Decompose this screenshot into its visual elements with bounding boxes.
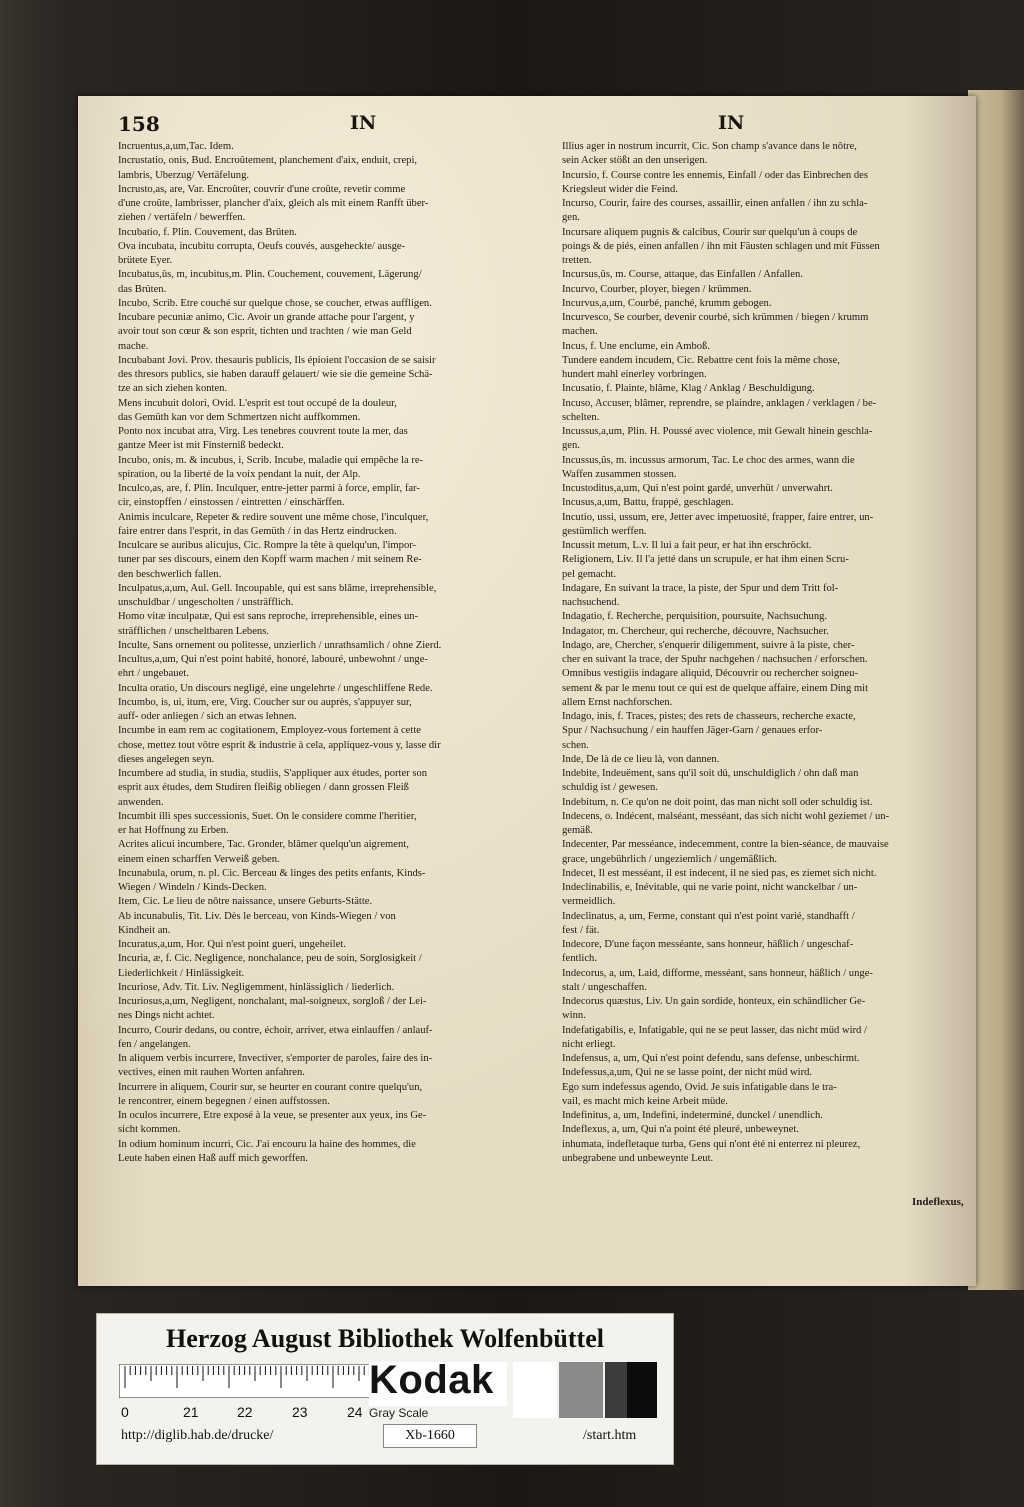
dictionary-line: Incussus,a,um, Plin. H. Poussé avec violence, mit Gewalt hinein geschla- xyxy=(562,426,873,437)
ruler-number-21: 21 xyxy=(183,1404,199,1420)
dictionary-line: Incubatus,ûs, m, incubitus,m. Plin. Couchement, couvement, Lägerung/ xyxy=(118,269,422,281)
dictionary-line: le rencontrer, einem begegnen / einen auffstossen. xyxy=(118,1095,330,1107)
dictionary-line: tretten. xyxy=(562,255,592,266)
dictionary-line: sement & par le menu tout ce qui est de quelque affaire, einem Ding mit xyxy=(562,682,869,694)
dictionary-line: Incumbit illi spes successionis, Suet. On le considere comme l'heritier, xyxy=(118,810,417,822)
left-column-header: IN xyxy=(350,112,377,134)
dictionary-line: Tundere eandem incudem, Cic. Rebattre cent fois la même chose, xyxy=(562,354,840,366)
dictionary-line: Incruentus,a,um,Tac. Idem. xyxy=(118,141,234,152)
dictionary-line: des thresors publics, sie haben darauff gelauert/ wie sie die gemeine Schä- xyxy=(118,369,433,380)
dictionary-line: Indecens, o. Indécent, malséant, messéant, das sich nicht wohl geziemet / un- xyxy=(562,810,890,822)
dictionary-line: Incubabant Jovi. Prov. thesauris publicis, Ils épioient l'occasion de se saisir xyxy=(118,354,436,366)
gray-scale-label: Gray Scale xyxy=(369,1406,429,1420)
dictionary-line: Incusus,a,um, Battu, frappé, geschlagen. xyxy=(562,497,734,509)
dictionary-line: Ponto nox incubat atra, Virg. Les tenebres couvrent toute la mer, das xyxy=(118,426,408,437)
dictionary-line: Item, Cic. Le lieu de nôtre naissance, unsere Geburts-Stätte. xyxy=(118,896,373,908)
ruler-number-24: 24 xyxy=(347,1404,363,1420)
dictionary-line: Indecenter, Par messéance, indecemment, contre la bien-séance, de mauvaise xyxy=(562,839,889,851)
dictionary-line: stalt / ungeschaffen. xyxy=(562,981,647,993)
dictionary-line: Inculco,as, are, f. Plin. Inculquer, entre-jetter parmi à force, emplir, far- xyxy=(118,483,420,494)
dictionary-line: Incurvesco, Se courber, devenir courbé, sich krümmen / biegen / krumm xyxy=(562,312,869,323)
dictionary-line: Incubo, onis, m. & incubus, i, Scrib. Incube, maladie qui empêche la re- xyxy=(118,454,424,466)
dictionary-line: nachsuchend. xyxy=(562,597,620,608)
dictionary-line: gestümlich werffen. xyxy=(562,525,647,537)
dictionary-line: Inde, De là de ce lieu là, von dannen. xyxy=(562,753,720,765)
dictionary-line: sein Acker stößt an den unserigen. xyxy=(562,155,708,167)
url-suffix: /start.htm xyxy=(583,1428,637,1443)
dictionary-line: brütete Eyer. xyxy=(118,255,173,266)
shelfmark: Xb-1660 xyxy=(383,1424,477,1448)
dictionary-line: Incumbere ad studia, in studia, studiis, S'appliquer aux études, porter son xyxy=(118,768,428,779)
dictionary-line: Illius ager in nostrum incurrit, Cic. Son champ s'avance dans le nôtre, xyxy=(562,141,857,152)
dictionary-line: Indagatio, f. Recherche, perquisition, poursuite, Nachsuchung. xyxy=(562,611,828,623)
dictionary-line: Indecorus quæstus, Liv. Un gain sordide, honteux, ein schändlicher Ge- xyxy=(562,996,866,1007)
dictionary-line: Religionem, Liv. Il l'a jetté dans un scrupule, er hat ihm einen Scru- xyxy=(562,554,849,566)
dictionary-line: cher en suivant la trace, der Spuhr nachgehen / nachsuchen / erforschen. xyxy=(562,654,868,665)
dictionary-line: Indeflexus, a, um, Qui n'a point été pleuré, unbeweynet. xyxy=(562,1124,799,1136)
dictionary-line: Incursus,ûs, m. Course, attaque, das Einfallen / Anfallen. xyxy=(562,269,803,281)
dictionary-line: Indago, inis, f. Traces, pistes; des rets de chasseurs, recherche exacte, xyxy=(562,711,856,722)
dictionary-line: In aliquem verbis incurrere, Invectiver, s'emporter de paroles, faire des in- xyxy=(118,1053,433,1064)
dictionary-line: er hat Hoffnung zu Erben. xyxy=(118,825,229,836)
dictionary-line: vail, es macht mich keine Arbeit müde. xyxy=(562,1095,728,1107)
catchword: Indeflexus, xyxy=(912,1196,964,1208)
dictionary-line: Inculta oratio, Un discours negligé, eine ungelehrte / ungeschliffene Rede. xyxy=(118,682,433,694)
dictionary-line: nes Dings nicht achtet. xyxy=(118,1010,215,1022)
dictionary-line: Indecet, Il est messéant, il est indecent, il ne sied pas, es ziemet sich nicht. xyxy=(562,867,877,879)
dictionary-line: Incultus,a,um, Qui n'est point habité, honoré, labouré, unbewohnt / unge- xyxy=(118,654,428,665)
dictionary-line: Incursare aliquem pugnis & calcibus, Courir sur quelqu'un à coups de xyxy=(562,226,858,238)
dictionary-line: Inculcare se auribus alicujus, Cic. Rompre la tête à quelqu'un, l'impor- xyxy=(118,540,417,551)
dictionary-line: Incus, f. Une enclume, ein Amboß. xyxy=(562,340,710,352)
dictionary-line: faire entrer dans l'esprit, in das Gemüth / in das Hertz eindrucken. xyxy=(118,525,397,537)
dictionary-line: Acrites alicui incumbere, Tac. Gronder, blâmer quelqu'un aigrement, xyxy=(118,839,409,851)
dictionary-line: In odium hominum incurri, Cic. J'ai encouru la haine des hommes, die xyxy=(118,1138,416,1150)
dictionary-line: das Brüten. xyxy=(118,283,167,295)
dictionary-line: mache. xyxy=(118,340,149,352)
dictionary-line: Indecorus, a, um, Laid, difforme, messéant, sans honneur, häßlich / unge- xyxy=(562,967,873,979)
dictionary-line: fest / fät. xyxy=(562,924,600,936)
dictionary-line: lambris, Uberzug/ Vertäfelung. xyxy=(118,169,250,181)
dictionary-line: Incrusto,as, are, Var. Encroûter, couvrir d'une croûte, revetir comme xyxy=(118,183,406,195)
dictionary-line: grace, ungebührlich / ungeziemlich / ungemäßlich. xyxy=(562,853,778,865)
dictionary-line: Incutio, ussi, ussum, ere, Jetter avec impetuosité, frapper, faire entrer, un- xyxy=(562,511,874,523)
dictionary-line: Incuria, æ, f. Cic. Negligence, nonchalance, peu de soin, Sorglosigkeit / xyxy=(118,953,422,965)
dictionary-line: das Gemüth kan vor dem Schmertzen nicht auffkommen. xyxy=(118,411,361,423)
dictionary-line: Incumbe in eam rem ac cogitationem, Employez-vous fortement à cette xyxy=(118,725,421,737)
dictionary-line: Indefessus,a,um, Qui ne se lasse point, der nicht müd wird. xyxy=(562,1067,813,1079)
dictionary-line: Ego sum indefessus agendo, Ovid. Je suis infatigable dans le tra- xyxy=(562,1081,837,1093)
dictionary-line: Indeclinatus, a, um, Ferme, constant qui n'est point varié, standhafft / xyxy=(562,910,855,922)
gray-swatch-white xyxy=(513,1362,557,1418)
library-scan-card xyxy=(96,1313,674,1465)
dictionary-line: Incurvus,a,um, Courbé, panché, krumm gebogen. xyxy=(562,297,772,309)
dictionary-line: auff- oder anliegen / sich an etwas lehnen. xyxy=(118,711,297,722)
dictionary-line: Homo vitæ inculpatæ, Qui est sans reproche, irreprehensible, eines un- xyxy=(118,611,419,623)
dictionary-line: einem einen scharffen Verweiß geben. xyxy=(118,853,280,865)
dictionary-line: Waffen zusammen stossen. xyxy=(562,468,677,480)
dictionary-line: Incurrere in aliquem, Courir sur, se heurter en courant contre quelqu'un, xyxy=(118,1081,423,1093)
dictionary-line: Incurvo, Courber, ployer, biegen / krümmen. xyxy=(562,283,752,295)
dictionary-line: Incumbo, is, ui, itum, ere, Virg. Coucher sur ou auprès, s'appuyer sur, xyxy=(118,696,412,708)
dictionary-line: Indebitum, n. Ce qu'on ne doit point, das man nicht soll oder schuldig ist. xyxy=(562,796,873,808)
dictionary-line: Incrustatio, onis, Bud. Encroûtement, planchement d'aix, enduit, crepi, xyxy=(118,155,418,167)
dictionary-line: avoir tout son cœur & son esprit, tichten und trachten / wie man Geld xyxy=(118,326,412,338)
library-name: Herzog August Bibliothek Wolfenbüttel xyxy=(166,1324,604,1353)
ruler-number-22: 22 xyxy=(237,1404,253,1420)
url-prefix: http://diglib.hab.de/drucke/ xyxy=(121,1428,274,1443)
dictionary-line: Incuso, Accuser, blâmer, reprendre, se plaindre, anklagen / verklagen / be- xyxy=(562,397,877,409)
dictionary-line: ehrt / ungebauet. xyxy=(118,668,189,680)
dictionary-line: d'une croûte, lambrisser, plancher d'aix, gleich als mit einem Ranfft über- xyxy=(118,198,429,209)
facing-page-edge xyxy=(968,90,1024,1290)
dictionary-line: Incussus,ûs, m. incussus armorum, Tac. Le choc des armes, wann die xyxy=(562,454,855,466)
dictionary-line: vermeidlich. xyxy=(562,896,616,908)
dictionary-line: den beschwerlich fallen. xyxy=(118,568,222,580)
dictionary-line: Indeclinabilis, e, Inévitable, qui ne varie point, nicht wanckelbar / un- xyxy=(562,882,858,893)
dictionary-line: Inculte, Sans ornement ou politesse, unzierlich / unrathsamlich / ohne Zierd. xyxy=(118,639,442,651)
dictionary-line: chose, mettez tout vôtre esprit & industrie à cela, appliquez-vous y, lasse dir xyxy=(118,739,441,751)
dictionary-line: Incurro, Courir dedans, ou contre, échoir, arriver, etwa einlauffen / anlauf- xyxy=(118,1024,433,1036)
page-number: 158 xyxy=(118,112,160,136)
dictionary-line: gen. xyxy=(562,440,580,452)
dictionary-line: Wiegen / Windeln / Kinds-Decken. xyxy=(118,882,267,893)
dictionary-line: gemäß. xyxy=(562,825,593,836)
dictionary-line: Liederlichkeit / Hinlässigkeit. xyxy=(118,967,245,979)
dictionary-line: sträfflichen / unscheltbaren Lebens. xyxy=(118,625,270,637)
dictionary-line: Indago, are, Chercher, s'enquerir diligemment, suivre à la piste, cher- xyxy=(562,639,855,651)
kodak-logo xyxy=(369,1358,507,1406)
left-column-text xyxy=(118,140,550,1166)
dictionary-line: Kindheit an. xyxy=(118,924,171,936)
dictionary-line: schelten. xyxy=(562,411,600,423)
dictionary-line: unbegrabene und unbeweynte Leut. xyxy=(562,1152,714,1164)
dictionary-line: schuldig ist / gewesen. xyxy=(562,782,658,794)
kodak-wordmark: Kodak xyxy=(369,1358,494,1402)
dictionary-line: poings & de piés, einen anfallen / ihn mit Fäusten schlagen und mit Füssen xyxy=(562,240,880,252)
gray-swatch-black xyxy=(627,1362,657,1418)
dictionary-line: Indecore, D'une façon messéante, sans honneur, häßlich / ungeschaf- xyxy=(562,939,854,950)
dictionary-line: Animis inculcare, Repeter & redire souvent une même chose, l'inculquer, xyxy=(118,511,429,523)
dictionary-line: Ova incubata, incubitu corrupta, Oeufs couvés, ausgeheckte/ ausge- xyxy=(118,240,406,252)
dictionary-line: tze an sich ziehen konten. xyxy=(118,383,228,395)
dictionary-line: sicht kommen. xyxy=(118,1124,181,1136)
dictionary-line: machen. xyxy=(562,326,598,338)
dictionary-line: Indefinitus, a, um, Indefini, indeterminé, dunckel / unendlich. xyxy=(562,1110,823,1121)
dictionary-line: Kriegsleut wider die Feind. xyxy=(562,183,678,195)
dictionary-line: Incubare pecuniæ animo, Cic. Avoir un grande attache pour l'argent, y xyxy=(118,312,415,323)
dictionary-line: Inculpatus,a,um, Aul. Gell. Incoupable, qui est sans blâme, irreprehensible, xyxy=(118,582,437,594)
ruler-number-0: 0 xyxy=(121,1404,129,1420)
dictionary-line: Ab incunabulis, Tit. Liv. Dès le berceau, von Kinds-Wiegen / von xyxy=(118,910,396,922)
dictionary-line: Incustoditus,a,um, Qui n'est point gardé, unverhüt / unverwahrt. xyxy=(562,483,833,494)
dictionary-line: pel gemacht. xyxy=(562,568,617,580)
dictionary-line: Indagare, En suivant la trace, la piste, der Spur und dem Tritt fol- xyxy=(562,582,839,594)
dictionary-line: cir, einstopffen / einstossen / eintretten / einschärffen. xyxy=(118,497,345,509)
dictionary-line: schen. xyxy=(562,739,589,751)
dictionary-line: Incubatio, f. Plin. Couvement, das Brüten. xyxy=(118,226,297,238)
ruler-number-23: 23 xyxy=(292,1404,308,1420)
dictionary-line: Spur / Nachsuchung / ein hauffen Jäger-Garn / genaues erfor- xyxy=(562,725,823,737)
dictionary-line: spiration, ou la liberté de la voix pendant la nuit, der Alp. xyxy=(118,468,361,480)
dictionary-line: anwenden. xyxy=(118,796,164,808)
right-column-text xyxy=(562,140,964,1166)
right-column-header: IN xyxy=(718,112,745,134)
dictionary-line: Indagator, m. Chercheur, qui recherche, découvre, Nachsucher. xyxy=(562,625,829,637)
dictionary-line: Indefensus, a, um, Qui n'est point defendu, sans defense, unbeschirmt. xyxy=(562,1053,860,1064)
dictionary-line: Incunabula, orum, n. pl. Cic. Berceau & linges des petits enfants, Kinds- xyxy=(118,867,426,879)
dictionary-line: ziehen / vertäfeln / bewerffen. xyxy=(118,212,246,224)
dictionary-line: esprit aux études, dem Studiren fleißig obliegen / dann grossen Fleiß xyxy=(118,782,409,794)
dictionary-line: unschuldbar / ungescholten / unsträfflich. xyxy=(118,597,294,608)
dictionary-line: tuner par ses discours, einem den Kopff warm machen / mit seinem Re- xyxy=(118,554,422,566)
dictionary-line: Incusatio, f. Plainte, blâme, Klag / Anklag / Beschuldigung. xyxy=(562,383,815,395)
dictionary-line: Incussit metum, L.v. Il lui a fait peur, er hat ihn erschröckt. xyxy=(562,540,812,551)
dictionary-line: Incurso, Courir, faire des courses, assaillir, einen anfallen / ihn zu schla- xyxy=(562,198,868,209)
dictionary-line: allem Ernst nachforschen. xyxy=(562,696,673,708)
dictionary-line: fentlich. xyxy=(562,953,598,965)
dictionary-line: Mens incubuit dolori, Ovid. L'esprit est tout occupé de la douleur, xyxy=(118,397,397,409)
dictionary-line: In oculos incurrere, Etre exposé à la veue, se presenter aux yeux, ins Ge- xyxy=(118,1110,427,1121)
dictionary-line: nicht erliegt. xyxy=(562,1038,616,1050)
dictionary-line: Incubo, Scrib. Etre couché sur quelque chose, se coucher, etwas auffligen. xyxy=(118,297,432,309)
gray-swatch-mid xyxy=(559,1362,603,1418)
dictionary-line: Indefatigabilis, e, Infatigable, qui ne se peut lasser, das nicht müd wird / xyxy=(562,1024,867,1036)
gray-swatch-dark xyxy=(605,1362,627,1418)
dictionary-line: Incuriose, Adv. Tit. Liv. Negligemment, hinlässiglich / liederlich. xyxy=(118,981,395,993)
dictionary-line: vectives, einen mit rauhen Worten anfahren. xyxy=(118,1067,305,1079)
dictionary-line: dieses angelegen seyn. xyxy=(118,753,215,765)
dictionary-line: fen / angelangen. xyxy=(118,1038,191,1050)
dictionary-line: Incuratus,a,um, Hor. Qui n'est point gueri, ungeheilet. xyxy=(118,939,346,950)
dictionary-line: gantze Meer ist mit Finsterniß bedeckt. xyxy=(118,440,284,452)
dictionary-line: inhumata, indefletaque turba, Gens qui n'ont été ni enterrez ni pleurez, xyxy=(562,1138,861,1150)
dictionary-line: Indebite, Indeuëment, sans qu'il soit dû, unschuldiglich / ohn daß man xyxy=(562,768,859,779)
dictionary-line: Incursio, f. Course contre les ennemis, Einfall / oder das Einbrechen des xyxy=(562,169,868,181)
dictionary-line: winn. xyxy=(562,1010,586,1022)
dictionary-line: hundert mahl einerley vorbringen. xyxy=(562,369,707,380)
dictionary-line: Leute haben einen Haß auff mich geworffen. xyxy=(118,1152,308,1164)
dictionary-line: Omnibus vestigiis indagare aliquid, Découvrir ou rechercher soigneu- xyxy=(562,668,858,680)
dictionary-line: Incuriosus,a,um, Negligent, nonchalant, mal-soigneux, sorgloß / der Lei- xyxy=(118,996,427,1007)
dictionary-line: gen. xyxy=(562,212,580,224)
